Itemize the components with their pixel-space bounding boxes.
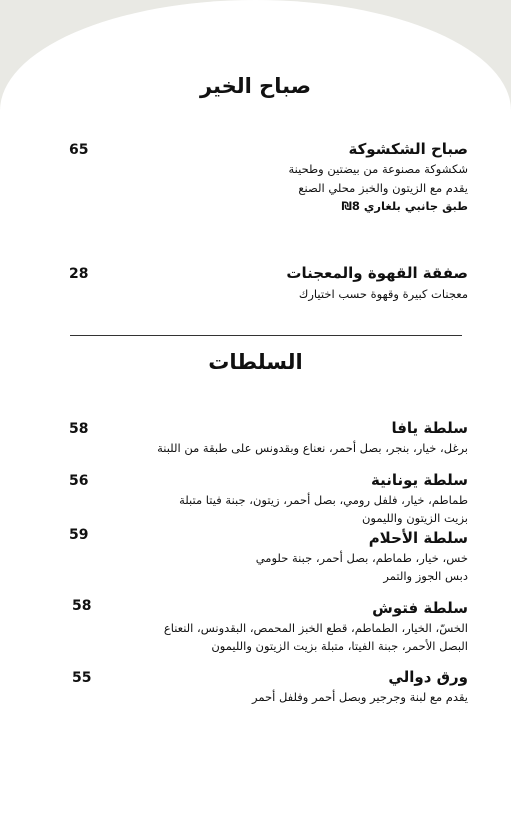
item-price: 28 bbox=[69, 266, 89, 282]
item-description: خس، خيار، طماطم، بصل أحمر، جبنة حلومي bbox=[255, 551, 468, 565]
item-price: 65 bbox=[69, 142, 89, 158]
item-name: سلطة يونانية bbox=[371, 471, 468, 489]
item-side-dish: طبق جانبي بلغاري 8₪ bbox=[341, 199, 468, 213]
item-description: شكشوكة مصنوعة من بيضتين وطحينة bbox=[288, 162, 468, 176]
item-price: 58 bbox=[69, 421, 89, 437]
section-title-breakfast: صباح الخير bbox=[199, 74, 312, 98]
item-description: الخسّ، الخيار، الطماطم، قطع الخبز المحمص، البقدونس، النعناع bbox=[163, 621, 468, 635]
item-name: سلطة الأحلام bbox=[368, 529, 468, 547]
item-price: 59 bbox=[69, 527, 89, 543]
item-name: ورق دوالي bbox=[388, 668, 468, 686]
item-description: بزيت الزيتون والليمون bbox=[361, 511, 468, 525]
item-name: صفقة القهوة والمعجنات bbox=[286, 264, 468, 282]
item-name: صباح الشكشوكة bbox=[348, 140, 468, 158]
item-price: 55 bbox=[72, 670, 92, 686]
section-divider bbox=[70, 335, 462, 336]
item-description: دبس الجوز والتمر bbox=[383, 569, 468, 583]
item-name: سلطة فتوش bbox=[372, 599, 468, 617]
item-description: برغل، خيار، بنجر، بصل أحمر، نعناع وبقدونس على طبقة من اللبنة bbox=[157, 441, 468, 455]
item-price: 56 bbox=[69, 473, 89, 489]
item-description: طماطم، خيار، فلفل رومي، بصل أحمر، زيتون، جبنة فيتا متبلة bbox=[179, 493, 468, 507]
item-description: يقدم مع لبنة وجرجير وبصل أحمر وفلفل أحمر bbox=[251, 690, 468, 704]
item-name: سلطة يافا bbox=[391, 419, 468, 437]
item-price: 58 bbox=[72, 598, 92, 614]
item-description: البصل الأحمر، جبنة الفيتا، متبلة بزيت الزيتون والليمون bbox=[211, 639, 468, 653]
item-description: يقدم مع الزيتون والخبز محلي الصنع bbox=[298, 181, 468, 195]
item-description: معجنات كبيرة وقهوة حسب اختيارك bbox=[298, 287, 468, 301]
section-title-salads: السلطات bbox=[208, 350, 303, 374]
